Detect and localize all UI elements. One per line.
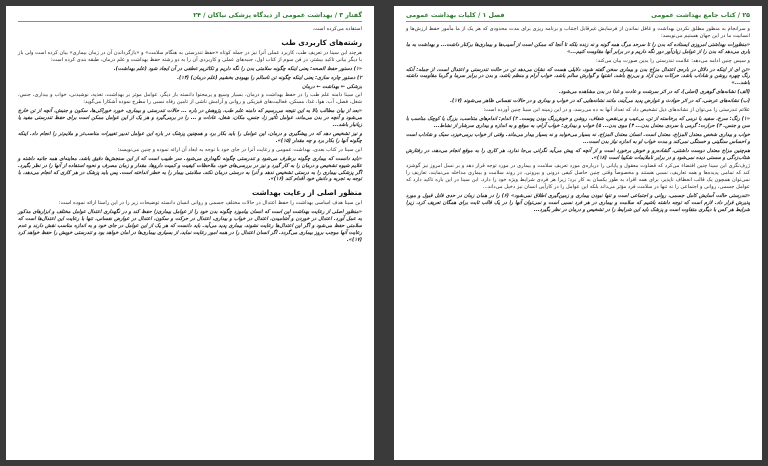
- quoted-passage: (الف) نشانه‌های گوهری (اصلی)، که در اثر سرشت و عادت و غذا در بدن مشاهده می‌شود.: [558, 89, 750, 96]
- quoted-passage: خواب و بیداری شخص معتدل المزاج، معتدل است. انسان معتدل المزاج، نه بسیار می‌خوابد و نه بسیار بیدار می‌ماند. وقتی از خواب برمی‌خیزد، سبک و شاداب است و احساس سنگینی و خستگی نمی‌کند و مدت خواب او به اندازه نیاز بدن است...: [406, 131, 750, 145]
- quoted-passage: بزشکی ⇐ بهداشت ← درمان: [302, 83, 362, 90]
- body-paragraph: و سرانجام به منظور مطلق نکردن بهداشت و غافل نماندن از فرسایش غیرقابل اجتناب و برنامه ریزی برای مدت محدودی که هر یک از ما مأمور حفظ ارزش‌ها و انسانیت ما در این جهان هستیم می‌نویسد:: [406, 26, 750, 39]
- quoted-passage: «منظور اصلی از رعایت بهداشت این است که انسان بیاموزد چگونه بدن خود را از عوامل بیماری‌زا حفظ کند و در نگهداری اعتدال عوامل مختلف و ابزارهای مذکور به عمل آورد. اعتدال در خوردن و آشامیدن، اعتدال در خواب و بیداری، اعتدال در حرکت و سکون، اعتدال در عوارض نفسانی، تنها با رعایت این اعتدال‌ها است که سلامتی حفظ می‌شود و اگر این اعتدال‌ها رعایت نشوند، بیماری پدید می‌آید. باید دانست که هر یک از این عوامل در جای خود و به اندازه مناسب نقش دارند و عدم رعایت آنها موجب بروز بیماری می‌گردد. اگر انسان اعتدال را در همه امور رعایت نماید، از بسیاری بیماری‌ها در امان خواهد بود و تندرستی خویش را حفظ خواهد کرد (۱۷)».: [18, 209, 362, 243]
- quoted-passage: ۲) دستور چاره سازی: یعنی اینکه چگونه تن ناسالم را بهبودی بخشیم (علم درمان) (۱۴).: [177, 74, 362, 81]
- body-paragraph: و سپس چنین ادامه می‌دهد: علامت تندرستی را بدین صورت بیان می‌کند:: [596, 57, 750, 64]
- left-page-content: [18, 26, 362, 244]
- left-header-chapter: گفتار ۳ / بهداشت عمومی از دیدگاه پزشکی نیاکان / ۲۴: [193, 12, 362, 19]
- body-paragraph: استفاده می‌کرده است.: [312, 26, 362, 32]
- body-paragraph: ابن سینا هدف اساسی بهداشت را حفظ اعتدال در حالات مختلف جسمی و روانی انسان دانسته توضیحات زیر را در این راستا ارائه نموده است:: [58, 200, 362, 207]
- right-header-book: ۲۵ / کتاب جامع بهداشت عمومی: [651, 12, 750, 19]
- body-paragraph: ابن سینا دامنه علم طب را در حفظ بهداشت و درمان، بسیار وسیع و پرمحتوا دانسته باز دیگر، عوامل موثر بر بهداشت، تغذیه، نوشیدنی، خواب و بیداری، جنس، شغل، فصل، آب، هوا، غذا، مسکن، فعالیت‌های فیزیکی و روانی و آرامش ناشی از تامین رفاه نسبی را مطرح نموده آشکارا می‌گوید:: [18, 92, 362, 106]
- right-header-chapter: فصل ۱ / کلیات بهداشت عمومی: [406, 12, 505, 19]
- section-heading: رشته‌های کاربردی طب: [281, 37, 362, 47]
- quoted-passage: هم‌چنین مزاج معتدل دوست داشتنی، گشاده‌رو و خوش برخورد است و از آنچه که پیش می‌آید نگرانی بی‌جا ندارد، هر کاری را به موقع انجام می‌دهد، در رفتارش شتاب‌زدگی و سستی دیده نمی‌شود و در برابر ناملایمات شکیبا است (۱۸)».: [406, 147, 750, 161]
- right-running-header: [406, 12, 750, 22]
- quoted-passage: «۱) رنگ: سرخ، سفید یا نرمی که برخاسته از تن، بی‌عیب و بی‌نقص، شفاف، روشن و خوش‌رنگ بودن پوست. ۲) اندام: اندام‌های متناسب، بزرگ یا کوچک مناسب با سن و جنس. ۳) حرارت: گرمی یا سردی معتدل بدن... ۴) موی بدن... ۵) خواب و بیداری: خواب آرام، به موقع و به اندازه و بیداری سرشار از نشاط...: [406, 115, 750, 129]
- quoted-passage: «منظورات بهداشتی امروزی ایستاده که بدن را تا سرحد مرگ همه گونه و نه زنده بلکه تا آنجا که ممکن است از آسیب‌ها و بیماری‌ها برکنار داشت... و بهداشت به ما یاری می‌دهد که بدن را از عوامل زیان‌آور دور نگه داریم و در برابر آنها مقاومت کنیم...»: [406, 41, 750, 55]
- quoted-passage: «باید دانست که بیماری چگونه برطرف می‌شود و تندرستی چگونه نگهداری می‌شود. سر طبیب است که از این سنجش‌ها دقیق باشد، معاینه‌ای همه جانبه داشته و علایم شیوه تشخیص و درمان را به کار گیرد و نیز در بررسی‌های خود، ملاحظات کیفیت و کمیت داروها، مقدار و زمان مصرف و نحوه استفاده از آنها را در نظر بگیرد. اگر پزشکی بیماری را به درستی تشخیص ندهد و آنرا به درستی درمان نکند، سلامتی بیمار را به خطر انداخته است. پس باید پزشک در هر کاری که انجام می‌دهد، با توجه به تجربه و دانش خود اقدام کند (۱۶)».: [18, 155, 362, 183]
- quoted-passage: «۱) دستور حفظ الصحه: یعنی اینکه چگونه سلامتی بدن را نگه داریم و تکاثریم عطفی در آن ایجاد شود (علم بهداشت).: [113, 65, 362, 72]
- quoted-passage: (ب) نشانه‌های عرضی، که در اثر حوادث و عوارض پدید می‌آیند، مانند نشانه‌هایی که در خواب و بیداری و در حالات نفسانی ظاهر می‌شوند (۱۷).: [450, 98, 750, 105]
- body-paragraph: علائم تندرستی را می‌توان از نشانه‌های ذیل تشخیص داد که تعداد آنها به ده می‌رسد، و در این زمینه ابن سینا چنین آورده است:: [483, 107, 750, 114]
- body-paragraph: ابن سینا در کتاب بعدی، بهداشت عمومی و رعایت آنرا در جای خود با توجه به ابعاد آن ارائه نموده و چنین می‌نویسد:: [117, 146, 362, 153]
- left-page: [6, 6, 374, 460]
- right-page-content: [406, 26, 750, 214]
- body-paragraph: هرچند ابن سینا در تعریف طب، کاربرد عملی آنرا نیز در جمله کوتاه «حفظ تندرستی به هنگام سلامت» و «بازگرداندن آن در زمان بیماری» بیان کرده است ولی باز با دیگر بیانی تاکید بیشتر، در فن سوم از کتاب اول، جنبه‌های عملی و کاربردی آن را به دو رشته حفظ بهداشت و علم درمان، طبقه بندی کرده است:: [18, 49, 362, 63]
- left-running-header: [18, 12, 362, 22]
- right-page: [394, 6, 762, 460]
- body-paragraph: ژرف‌نگری ابن سینا چنین اقتضاء می‌کرد که قضاوت معقول و پایانی را درباره‌ی مورد تعریف سلامت و بیماری در مورد توجه قرار دهد و بر نسل امروز نیز گوشزد کند که تمامی پدیده‌ها و همه تعاریف، نسبی هستند و مخصوصاً وقتی چنین حاصل کیفی درونی و بیرونی، در روند سلامت و بیماری مداخله می‌نمایند، تعاریف را نمی‌توان همچون یک قالب انعطاف ناپذیر، برای همه افراد به طور یکسان به کار برد؛ زیرا هر فردی شرایط ویژه خود را دارد. ابن سینا در این باره تاکید دارد که عوامل جسمی، روانی و اجتماعی را نه تنها در سلامت فرد مؤثر می‌داند بلکه این عوامل را در کارآیی انسان نیز دخیل می‌داند...: [406, 163, 750, 191]
- quoted-passage: «تندرستی حالت آسایش کامل جسمی، روانی و اجتماعی است و تنها نبودن بیماری و زمین‌گیری اطلاق نمی‌شود» (۶) را در همان زمان در حدی قابل قبول و مورد پذیرش قرار داد. لازم است که توجه داشته باشیم که سلامت و بیماری در هر فرد نسبی است و نمی‌توان آنها را در یک قالب ثابت برای همگان تعریف کرد، زیرا شرایط هر کس با دیگری متفاوت است و پزشک باید این شرایط را در تشخیص و درمان در نظر بگیرد...: [406, 193, 750, 213]
- quoted-passage: و نیز تشخیص دهد که در پیشگیری و درمان، این عوامل را باید بکار برد و همچنین پزشک در باره این عوامل تدبیر تغییرات مناسب‌تر و ملایم‌تر را انجام داد. اینکه چگونه آنها را بکار برد و چه مقدار (۱۵)».: [18, 130, 362, 144]
- section-heading: منظور اصلی از رعایت بهداشت: [251, 188, 362, 198]
- quoted-passage: «تن ای از اینکه در دلائل در باره‌ی اعتدال مزاج بدن و بیماری سخن گفته شود، دلایلی هست که نشان می‌دهد تن در حالت تندرستی و اعتدال است، از جمله: آنکه رنگ چهره روشن و شاداب باشد، حرکات بدن آزاد و بی‌رنج باشد، اشتها و گوارش سالم باشد، خواب آرام و منظم باشد، و بدن در برابر سرما و گرما مقاومت داشته باشد...»: [406, 66, 750, 87]
- quoted-passage: «بعد از بیان مطالب بالا به این نتیجه می‌رسیم که دامنه علم طب، پژوهش در باره ... حالات تندرستی و بیماری، خورد خوراکی‌ها، سکون و جنبش، آنچه از تن خارج می‌شود و آنچه در بدن می‌ماند، عوامل تأثیر زا، جنس، مکان، شغل، عادات و ... را در برمی‌گیرد و هر یک از این عوامل ممکن است برای حفظ تندرستی مفید یا زیانبار باشد...: [18, 108, 362, 129]
